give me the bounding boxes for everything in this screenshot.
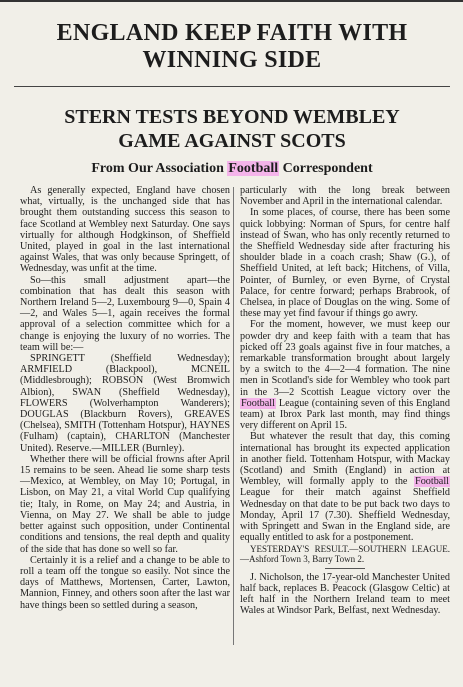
- right-paragraph-2: In some places, of course, there has been some quick lobbying: Norman of Spurs, for centre half instead of Swan, who has only recently returned to the Sheffield Wednesday side after fracturing his shoulder blade in a coach crash; Shaw (G.), of Sheffield United, at left back; Hitchens, of Villa, Pointer, of Burnley, or even Byrne, of Crystal Palace, for centre forward; perhaps Brabrook, of Chelsea, in place of Douglas on the wing. Some of these may yet find favour if things go awry.: [240, 207, 450, 320]
- team-list: SPRINGETT (Sheffield Wednesday); ARMFIELD (Blackpool), MCNEIL (Middlesbrough); ROBSON (West Bromwich Albion), SWAN (Sheffield Wednesday), FLOWERS (Wolverhampton Wanderers); DOUGLAS (Blackburn Rovers), GREAVES (Chelsea), SMITH (Tottenham Hotspur), HAYNES (Fulham) (captain), CHARLTON (Manchester United). Reserve.—MILLER (Burnley).: [20, 353, 230, 454]
- right-paragraph-5: J. Nicholson, the 17-year-old Manchester United half back, replaces B. Peacock (Glasgow Celtic) at left half in the Northern Ireland team to meet Wales at Windsor Park, Belfast, next Wednesday.: [240, 571, 450, 617]
- right-paragraph-4-b: League for their match against Sheffield Wednesday on that date to be put back two days to Monday, April 17 (7.30). Sheffield Wednesday, with Springett and Swan in the England side, are equally entitled to ask for a postponement.: [240, 487, 450, 544]
- article-columns: [14, 185, 450, 645]
- sub-headline-line-1: STERN TESTS BEYOND WEMBLEY: [64, 106, 400, 128]
- right-paragraph-4-a: But whatever the result that day, this coming international has brought its expected application in another field. Tottenham Hotspur, with Mackay (Scotland) and Smith (England) in action at Wembley, will formally apply to the: [240, 431, 450, 488]
- left-paragraph-4: Whether there will be official frowns after April 15 remains to be seen. Ahead lie some sharp tests—Mexico, at Wembley, on May 10; Portugal, in Lisbon, on May 21, a vital World Cup qualifying tie; Italy, in Rome, on May 24; and Austria, in Vienna, on May 27. We shall be able to judge better against such opposition, under Continental conditions and tensions, the real depth and quality of the side that has done so well so far.: [20, 453, 230, 555]
- sub-headline: [14, 105, 450, 153]
- left-paragraph-1: As generally expected, England have chosen what, virtually, is the unchanged side that has brought them outstanding success this season to face Scotland at Wembley next Saturday. One says virtually for although Hodgkinson, of Sheffield United, played in goal in the last international against Wales, that was only because Springett, of Wednesday, was unfit at the time.: [20, 185, 230, 275]
- main-headline: [14, 20, 450, 74]
- right-paragraph-3-highlight: Football: [241, 397, 275, 409]
- byline-highlight: Football: [228, 161, 279, 176]
- byline: [14, 161, 450, 177]
- column-rule: [233, 187, 234, 645]
- byline-after: Correspondent: [279, 161, 373, 176]
- right-paragraph-3: [240, 319, 450, 431]
- left-paragraph-2: So—this small adjustment apart—the combination that has dealt this season with Northern Ireland 5—2, Luxembourg 9—0, Spain 4—2, and Wales 5—1, again receives the formal approval of a selection committee which for a change is enjoying the luxury of no worries. The team will be:—: [20, 274, 230, 353]
- right-column: [240, 185, 450, 616]
- main-headline-line-2: WINNING SIDE: [142, 47, 322, 73]
- main-headline-line-1: ENGLAND KEEP FAITH WITH: [56, 20, 408, 46]
- headline-divider: [14, 86, 450, 87]
- top-rule: [0, 0, 463, 2]
- article: [14, 6, 450, 645]
- right-paragraph-4-highlight: Football: [415, 476, 449, 488]
- right-paragraph-3-b: League (containing seven of this England team) at Ibrox Park last month, may find things very different on April 15.: [240, 397, 450, 432]
- right-paragraph-4: [240, 431, 450, 543]
- right-paragraph-1: particularly with the long break between November and April in the international calendar.: [240, 185, 450, 208]
- right-paragraph-3-a: For the moment, however, we must keep our powder dry and keep faith with a team that has picked off 23 goals against five in four matches, a remarkable transformation brought about largely by a switch to the 4—2—4 formation. The nine men in Scotland's side for Wembley who took part in the 3—2 Scottish League victory over the: [240, 319, 450, 398]
- byline-before: From Our Association: [91, 161, 228, 176]
- left-paragraph-5: Certainly it is a relief and a change to be able to roll a team off the tongue so easily. Not since the days of Matthews, Mortensen, Carter, Lawton, Mannion, Finney, and others soon after the last war have things been so settled during a season,: [20, 554, 230, 611]
- left-column: [20, 185, 230, 611]
- short-rule: [325, 568, 365, 569]
- result-line: YESTERDAY'S RESULT.—SOUTHERN LEAGUE.—Ashford Town 3, Barry Town 2.: [240, 543, 450, 564]
- sub-headline-line-2: GAME AGAINST SCOTS: [118, 130, 346, 152]
